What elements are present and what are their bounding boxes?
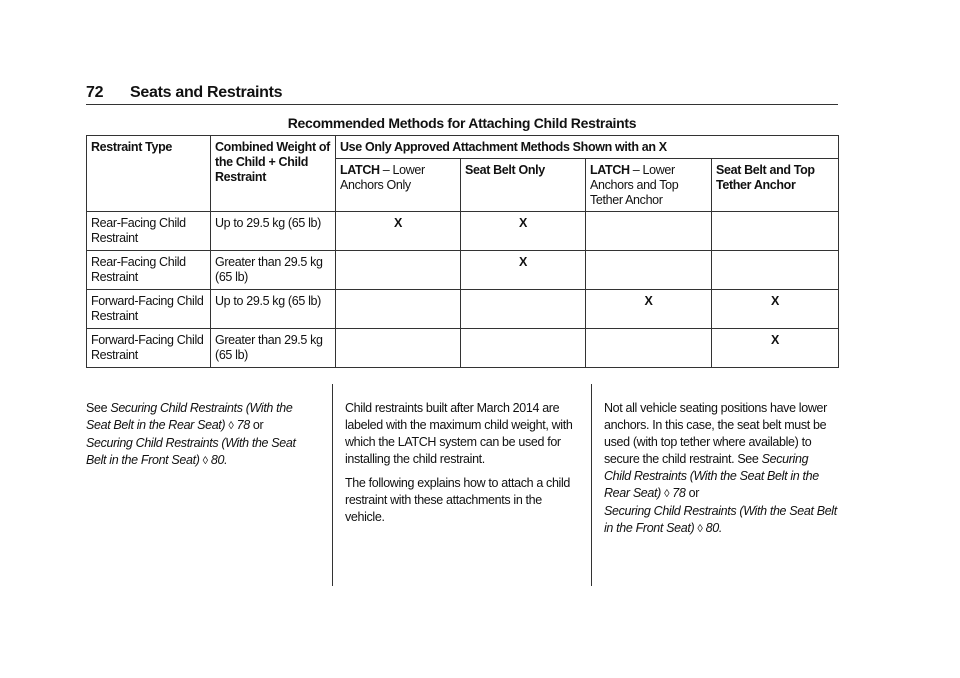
lower-anchors-paragraph: Not all vehicle seating positions have lower anchors. In this case, the seat belt must be used (with top tether where available) to secure the child restraint. See Securing Child Restraints (With the Seat Belt in the Rear Seat) ◊ 78 or Securing Child Restraints (With the Seat Belt in the Front Seat) ◊ 80. [604, 401, 837, 535]
page-ref-80[interactable]: 80. [705, 521, 722, 535]
table-row [87, 212, 839, 251]
xref-link-front-seat[interactable]: Securing Child Restraints (With the Seat Belt in the Front Seat) [86, 436, 296, 467]
table-row [87, 329, 839, 368]
header-restraint-type: Restraint Type [87, 136, 211, 212]
cell-restraint-type: Forward-Facing Child Restraint [87, 290, 211, 329]
xref-link-rear-seat[interactable]: Securing Child Restraints (With the Seat Belt in the Rear Seat) [86, 401, 293, 432]
cell-seat-belt: X [461, 251, 586, 290]
page-ref-icon: ◊ [202, 455, 208, 467]
cell-belt-tether [712, 212, 839, 251]
page-ref-icon: ◊ [228, 420, 234, 432]
cell-latch-tether [586, 329, 712, 368]
table-title: Recommended Methods for Attaching Child Restraints [287, 115, 637, 131]
cell-latch-lower [336, 329, 461, 368]
cell-seat-belt [461, 329, 586, 368]
page-ref-icon: ◊ [697, 523, 703, 535]
page-ref-80[interactable]: 80. [210, 453, 228, 467]
attach-intro-paragraph: The following explains how to attach a child restraint with these attachments in the vehicle. [345, 476, 571, 524]
cell-belt-tether: X [712, 290, 839, 329]
cell-restraint-type: Rear-Facing Child Restraint [87, 212, 211, 251]
cell-belt-tether [712, 251, 839, 290]
text-column-1 [86, 400, 318, 477]
header-seat-belt-only: Seat Belt Only [461, 159, 586, 212]
cell-belt-tether: X [712, 329, 839, 368]
cell-weight: Up to 29.5 kg (65 lb) [211, 290, 336, 329]
xref-link-rear-seat[interactable]: Securing Child Restraints (With the Seat Belt in the Rear Seat) [604, 452, 819, 500]
cell-restraint-type: Rear-Facing Child Restraint [87, 251, 211, 290]
cell-latch-tether: X [586, 290, 712, 329]
page-ref-icon: ◊ [664, 488, 670, 500]
cell-latch-tether [586, 251, 712, 290]
cell-restraint-type: Forward-Facing Child Restraint [87, 329, 211, 368]
header-attachment-methods: Use Only Approved Attachment Methods Shown with an X [336, 136, 839, 159]
header-combined-weight: Combined Weight of the Child + Child Restraint [211, 136, 336, 212]
attachment-methods-table [86, 135, 839, 368]
cell-weight: Up to 29.5 kg (65 lb) [211, 212, 336, 251]
column-divider [591, 384, 592, 586]
text-column-3 [604, 400, 838, 545]
page-ref-78[interactable]: 78 [236, 418, 250, 432]
cell-weight: Greater than 29.5 kg (65 lb) [211, 251, 336, 290]
xref-link-front-seat[interactable]: Securing Child Restraints (With the Seat Belt in the Front Seat) [604, 504, 837, 535]
cell-weight: Greater than 29.5 kg (65 lb) [211, 329, 336, 368]
header-latch-lower-anchors: LATCH – Lower Anchors Only [336, 159, 461, 212]
header-seat-belt-top-tether: Seat Belt and Top Tether Anchor [712, 159, 839, 212]
cell-latch-lower: X [336, 212, 461, 251]
text-column-2 [345, 400, 577, 533]
cell-latch-lower [336, 290, 461, 329]
header-latch-top-tether: LATCH – Lower Anchors and Top Tether Anchor [586, 159, 712, 212]
cross-reference-paragraph: See Securing Child Restraints (With the Seat Belt in the Rear Seat) ◊ 78 or Securing Child Restraints (With the Seat Belt in the Front Seat) ◊ 80. [86, 401, 296, 467]
page-header [86, 84, 838, 105]
table-header-row [87, 136, 839, 159]
page-ref-78[interactable]: 78 [672, 486, 686, 500]
table-row [87, 290, 839, 329]
column-divider [332, 384, 333, 586]
table-row [87, 251, 839, 290]
latch-label-paragraph: Child restraints built after March 2014 are labeled with the maximum child weight, with which the LATCH system can be used for installing the child restraint. [345, 401, 573, 466]
section-title: Seats and Restraints [130, 84, 283, 101]
cell-seat-belt: X [461, 212, 586, 251]
cell-seat-belt [461, 290, 586, 329]
page-number: 72 [86, 84, 104, 101]
cell-latch-lower [336, 251, 461, 290]
cell-latch-tether [586, 212, 712, 251]
